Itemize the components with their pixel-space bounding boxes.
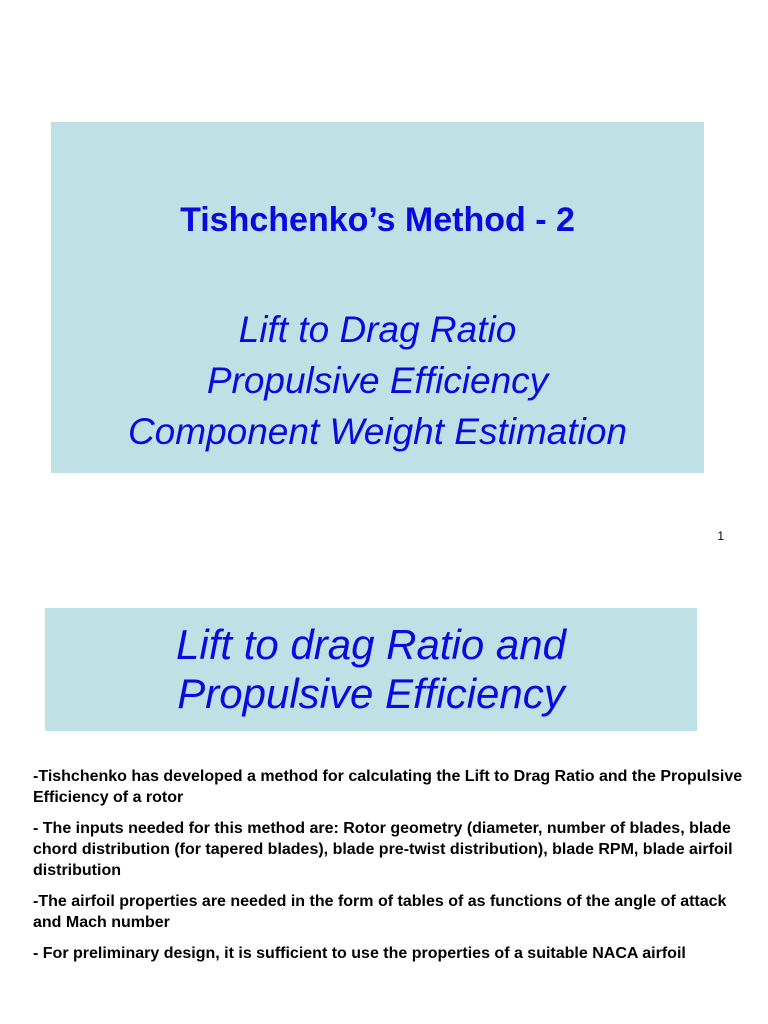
slide-2-title-box	[45, 608, 697, 731]
page-number: 1	[717, 529, 724, 543]
slide-2-title-line-2: Propulsive Efficiency	[177, 670, 565, 717]
bullet-item: -The airfoil properties are needed in the form of tables of as functions of the angle of attack and Mach number	[33, 893, 727, 931]
slide-1-title: Tishchenko’s Method - 2	[180, 201, 575, 239]
subtitle-lift-to-drag: Lift to Drag Ratio	[238, 309, 517, 350]
slide-1-title-box	[51, 122, 704, 473]
bullet-item: -Tishchenko has developed a method for calculating the Lift to Drag Ratio and the Propulsive Efficiency of a rotor	[33, 768, 743, 806]
slide-2-title-line-1: Lift to drag Ratio and	[176, 621, 566, 668]
subtitle-component-weight: Component Weight Estimation	[127, 411, 628, 452]
subtitle-propulsive-efficiency: Propulsive Efficiency	[206, 360, 549, 401]
bullet-item: - The inputs needed for this method are: Rotor geometry (diameter, number of blades, blade chord distribution (for tapered blades), blade pre-twist distribution), blade RPM, blade airfoil distribution	[33, 820, 733, 879]
slide-1-subtitles	[51, 304, 704, 457]
bullet-list	[33, 766, 743, 974]
slide-2-title	[45, 620, 697, 718]
bullet-item: - For preliminary design, it is sufficient to use the properties of a suitable NACA airfoil	[33, 945, 686, 962]
